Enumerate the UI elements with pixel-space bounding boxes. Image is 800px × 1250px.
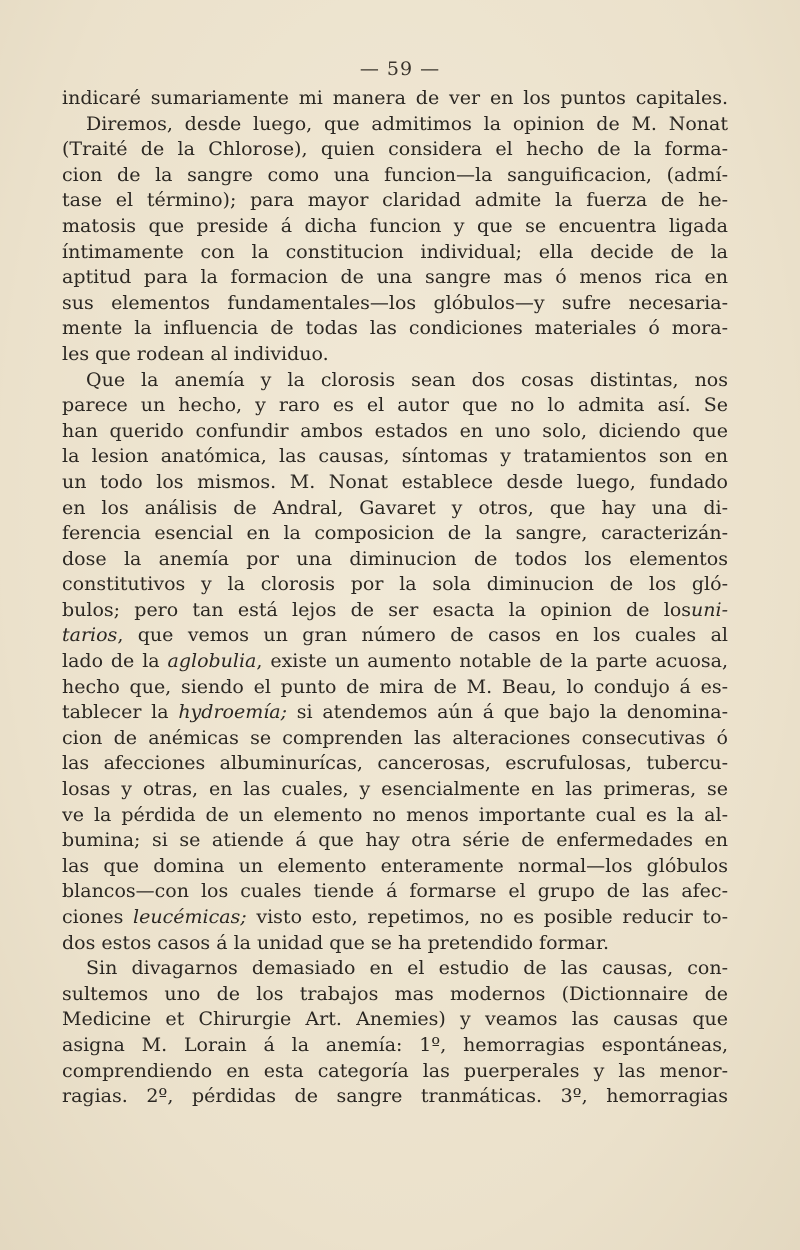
text-line-main: tase el término); para mayor claridad admite la fuerza de he-	[62, 189, 728, 212]
text-line-main: sus elementos fundamentales—los glóbulos—y sufre necesaria-	[62, 291, 728, 314]
italic-term: leucémicas;	[133, 906, 247, 928]
text-line-main: tablecer la	[62, 701, 179, 724]
text-line-main: hecho que, siendo el punto de mira de M. Beau, lo condujo á es-	[62, 675, 728, 698]
text-line	[62, 675, 728, 701]
text-line-main: mente la influencia de todas las condiciones materiales ó mora-	[62, 317, 728, 340]
text-line-main: aptitud para la formacion de una sangre mas ó menos rica en	[62, 266, 728, 289]
text-line-main: asigna M. Lorain á la anemía: 1º, hemorragias espontáneas,	[62, 1033, 728, 1056]
text-line-main: losas y otras, en las cuales, y esencialmente en las primeras, se	[62, 778, 728, 801]
body-text	[62, 86, 728, 1110]
text-line	[62, 393, 728, 419]
text-line	[62, 419, 728, 445]
text-line-main: ferencia esencial en la composicion de la sangre, caracterizán-	[62, 522, 728, 545]
text-line-main: un todo los mismos. M. Nonat establece desde luego, fundado	[62, 470, 728, 493]
text-line	[62, 342, 728, 368]
italic-term: tarios	[62, 624, 118, 647]
text-line-main: ve la pérdida de un elemento no menos importante cual es la al-	[62, 803, 728, 826]
text-line-main: han querido confundir ambos estados en uno solo, diciendo que	[62, 419, 728, 442]
text-line-main: la lesion anatómica, las causas, síntomas y tratamientos son en	[62, 445, 728, 468]
text-line-main: cion de la sangre como una funcion—la sanguificacion, (admí-	[62, 163, 728, 186]
text-line	[62, 470, 728, 496]
text-line-main: íntimamente con la constitucion individual; ella decide de la	[62, 240, 728, 263]
text-line	[62, 879, 728, 905]
text-line	[62, 496, 728, 522]
text-line	[62, 854, 728, 880]
text-line	[62, 905, 728, 931]
text-line-after: visto esto, repetimos, no es posible reducir to-	[246, 906, 728, 928]
text-line	[62, 777, 728, 803]
text-line-after: si atendemos aún á que bajo la denomina-	[287, 701, 728, 724]
text-line	[62, 982, 728, 1008]
text-line	[62, 137, 728, 163]
page-number: — 59 —	[359, 58, 441, 80]
text-line	[62, 649, 728, 675]
text-line-main: bulos; pero tan está lejos de ser esacta la opinion de los	[62, 598, 692, 621]
text-line	[62, 521, 728, 547]
text-line-main: matosis que preside á dicha funcion y que se encuentra ligada	[62, 214, 728, 237]
text-line-main: dose la anemía por una diminucion de todos los elementos	[62, 547, 728, 570]
text-line-main: parece un hecho, y raro es el autor que no lo admita así. Se	[62, 394, 728, 417]
text-line	[62, 726, 728, 752]
text-line-main: Sin divagarnos demasiado en el estudio de las causas, con-	[86, 957, 728, 980]
text-line	[62, 828, 728, 854]
text-line	[62, 1084, 728, 1110]
text-line	[62, 956, 728, 982]
text-line-main: les que rodean al individuo.	[62, 342, 329, 365]
text-line	[62, 1007, 728, 1033]
text-line-main: Que la anemía y la clorosis sean dos cosas distintas, nos	[86, 368, 728, 391]
text-line-main: constitutivos y la clorosis por la sola diminucion de los gló-	[62, 573, 728, 596]
text-line	[62, 623, 728, 649]
text-line	[62, 188, 728, 214]
text-line	[62, 214, 728, 240]
text-line	[62, 291, 728, 317]
text-line	[62, 751, 728, 777]
text-line-main: bumina; si se atiende á que hay otra série de enfermedades en	[62, 829, 728, 852]
text-line	[62, 803, 728, 829]
text-line-main: sultemos uno de los trabajos mas modernos (Dictionnaire de	[62, 982, 728, 1005]
text-line-main: las afecciones albuminurícas, cancerosas, escrufulosas, tubercu-	[62, 752, 728, 775]
italic-term: uni-	[691, 598, 728, 621]
text-line	[62, 547, 728, 573]
text-line-main: (Traité de la Chlorose), quien considera el hecho de la forma-	[62, 138, 728, 161]
text-line-main: indicaré sumariamente mi manera de ver en los puntos capitales.	[62, 87, 728, 109]
text-line-main: Diremos, desde luego, que admitimos la opinion de M. Nonat	[86, 112, 728, 135]
text-line	[62, 112, 728, 138]
text-line	[62, 1059, 728, 1085]
text-line-main: blancos—con los cuales tiende á formarse el grupo de las afec-	[62, 880, 728, 903]
text-line-after: , que vemos un gran número de casos en los cuales al	[117, 624, 728, 647]
text-line	[62, 265, 728, 291]
text-line	[62, 931, 728, 957]
text-line	[62, 240, 728, 266]
text-line	[62, 598, 728, 624]
text-line	[62, 316, 728, 342]
text-line	[62, 163, 728, 189]
text-line	[62, 1033, 728, 1059]
text-line	[62, 572, 728, 598]
text-line	[62, 700, 728, 726]
text-line-main: lado de la	[62, 650, 168, 673]
text-line-main: ragias. 2º, pérdidas de sangre tranmáticas. 3º, hemorragias	[62, 1085, 728, 1108]
text-line-main: las que domina un elemento enteramente normal—los glóbulos	[62, 854, 728, 877]
text-line-after: , existe un aumento notable de la parte acuosa,	[256, 650, 728, 673]
text-line-main: en los análisis de Andral, Gavaret y otros, que hay una di-	[62, 496, 728, 519]
text-line-main: cion de anémicas se comprenden las alteraciones consecutivas ó	[62, 726, 728, 749]
italic-term: aglobulia	[167, 650, 257, 673]
text-line-main: ciones	[62, 906, 134, 928]
text-line	[62, 444, 728, 470]
text-line	[62, 368, 728, 394]
text-line-main: dos estos casos á la unidad que se ha pretendido formar.	[62, 931, 609, 954]
text-line	[62, 86, 728, 112]
text-line-main: comprendiendo en esta categoría las puerperales y las menor-	[62, 1059, 728, 1082]
text-line-main: Medicine et Chirurgie Art. Anemies) y veamos las causas que	[62, 1008, 728, 1031]
italic-term: hydroemía;	[178, 701, 288, 724]
